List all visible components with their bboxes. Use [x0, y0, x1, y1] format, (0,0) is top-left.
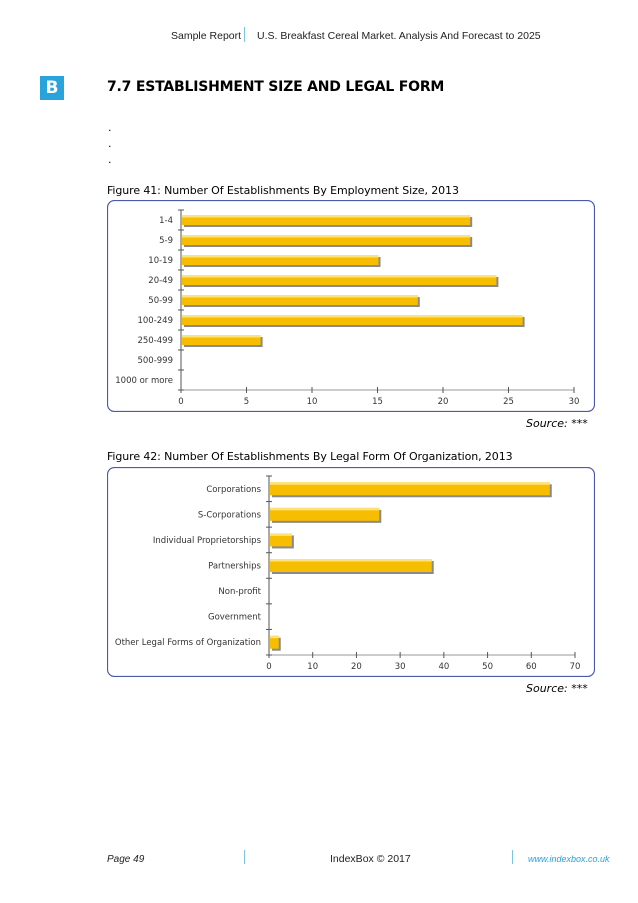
bar-highlight [182, 275, 496, 278]
x-tick-label: 15 [372, 397, 383, 407]
category-label: 100-249 [137, 316, 173, 326]
bar-highlight [270, 533, 292, 536]
x-tick-label: 20 [351, 662, 362, 672]
x-tick-label: 50 [482, 662, 493, 672]
indexbox-logo-icon: B [40, 76, 64, 100]
category-label: 1000 or more [115, 376, 173, 386]
bar-highlight [182, 295, 418, 298]
chart-legal-form [107, 467, 595, 677]
category-label: Non-profit [218, 587, 261, 598]
header-report-title: U.S. Breakfast Cereal Market. Analysis And Forecast to 2025 [257, 30, 541, 42]
category-label: 250-499 [137, 336, 173, 346]
category-label: Other Legal Forms of Organization [114, 638, 261, 649]
category-label: 1-4 [159, 216, 173, 226]
x-tick-label: 60 [525, 662, 537, 672]
figure-41-source: Source: *** [526, 417, 588, 430]
page-number: Page 49 [107, 854, 145, 865]
x-tick-label: 0 [178, 397, 184, 407]
category-label: Partnerships [208, 561, 261, 572]
bar-highlight [182, 235, 470, 238]
x-tick-label: 10 [307, 662, 319, 672]
x-tick-label: 30 [394, 662, 406, 672]
footer-separator [512, 850, 513, 864]
x-tick-label: 70 [569, 662, 581, 672]
category-label: 50-99 [148, 296, 173, 306]
bar-highlight [270, 508, 379, 511]
placeholder-dot: . [108, 121, 112, 134]
figure-42-source: Source: *** [526, 682, 588, 695]
header-separator [244, 27, 245, 42]
placeholder-dot: . [108, 153, 112, 166]
x-tick-label: 30 [568, 397, 580, 407]
x-tick-label: 25 [503, 397, 514, 407]
category-label: 20-49 [148, 276, 173, 286]
placeholder-dot: . [108, 137, 112, 150]
x-tick-label: 20 [437, 397, 449, 407]
bar-highlight [182, 335, 261, 338]
x-tick-label: 40 [438, 662, 450, 672]
x-tick-label: 10 [306, 397, 318, 407]
category-label: Individual Proprietorships [152, 535, 261, 546]
footer-separator [244, 850, 245, 864]
bar-highlight [270, 482, 550, 485]
figure-42-title: Figure 42: Number Of Establishments By Legal Form Of Organization, 2013 [107, 450, 513, 463]
category-label: 5-9 [159, 236, 173, 246]
bar-highlight [270, 559, 432, 562]
footer-copyright: IndexBox © 2017 [330, 853, 411, 865]
x-tick-label: 5 [243, 397, 250, 407]
category-label: 10-19 [148, 256, 173, 266]
chart-employment-size [107, 200, 595, 412]
category-label: 500-999 [137, 356, 173, 366]
x-tick-label: 0 [266, 662, 272, 672]
section-title: 7.7 ESTABLISHMENT SIZE AND LEGAL FORM [107, 79, 445, 95]
footer-website-link[interactable]: www.indexbox.co.uk [528, 854, 610, 864]
bar-highlight [270, 636, 279, 639]
figure-41-title: Figure 41: Number Of Establishments By Employment Size, 2013 [107, 184, 459, 197]
category-label: Corporations [206, 484, 261, 495]
category-label: Government [207, 612, 261, 623]
bar-highlight [182, 255, 379, 258]
bar-highlight [182, 315, 523, 318]
bar-highlight [182, 215, 470, 218]
category-label: S-Corporations [197, 510, 261, 521]
header-report-label: Sample Report [171, 30, 242, 42]
